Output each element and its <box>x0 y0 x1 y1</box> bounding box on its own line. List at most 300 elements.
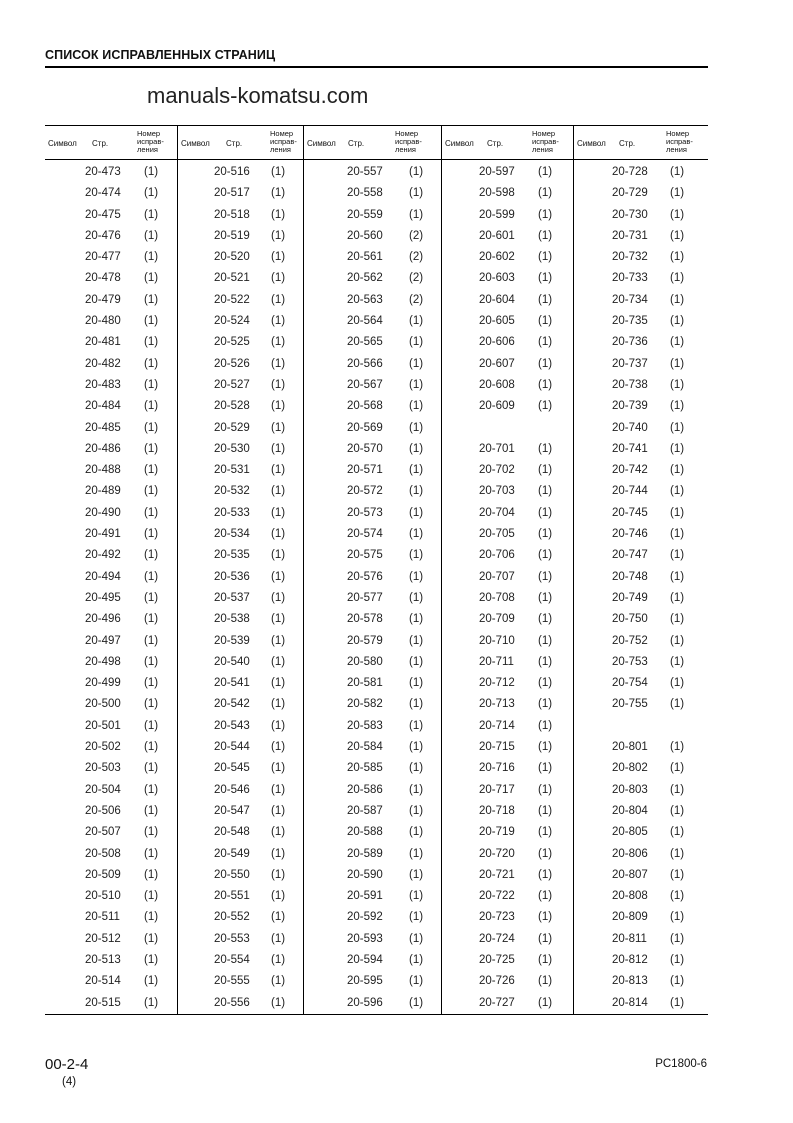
table-row <box>45 311 177 332</box>
table-row <box>574 844 708 865</box>
revision-number-cell: (1) <box>670 229 685 242</box>
table-row <box>442 801 573 822</box>
page-number-cell: 20-599 <box>479 208 515 221</box>
header-revision-line: исправ- <box>137 137 164 146</box>
page-number-cell: 20-540 <box>214 655 250 668</box>
page-number-cell: 20-586 <box>347 783 383 796</box>
table-row <box>304 545 441 566</box>
table-row <box>304 588 441 609</box>
page-number-cell: 20-809 <box>612 911 648 924</box>
revision-number-cell: (1) <box>409 378 424 391</box>
table-row <box>442 183 573 204</box>
page-number-cell: 20-551 <box>214 890 250 903</box>
page-number-cell: 20-473 <box>85 166 121 178</box>
revision-number-cell: (1) <box>538 378 553 391</box>
revision-number-cell: (1) <box>144 549 159 562</box>
revision-number-cell: (1) <box>670 826 685 839</box>
page-number-cell: 20-742 <box>612 464 648 477</box>
revision-number-cell: (1) <box>538 762 553 775</box>
table-row <box>574 886 708 907</box>
table-row <box>178 822 303 843</box>
page-number-cell: 20-741 <box>612 442 648 455</box>
revision-number-cell: (1) <box>144 528 159 541</box>
table-column-group <box>177 126 303 1014</box>
page-number-cell: 20-739 <box>612 400 648 413</box>
revision-number-cell: (1) <box>144 783 159 796</box>
revision-number-cell: (1) <box>538 868 553 881</box>
table-row <box>574 801 708 822</box>
page-number-cell: 20-513 <box>85 953 121 966</box>
table-row <box>304 822 441 843</box>
page-number-cell: 20-736 <box>612 336 648 349</box>
page-number-cell: 20-500 <box>85 698 121 711</box>
page-number-cell: 20-545 <box>214 762 250 775</box>
table-row <box>178 205 303 226</box>
revision-number-cell: (1) <box>271 868 286 881</box>
page-number-cell: 20-591 <box>347 890 383 903</box>
page-number-cell: 20-482 <box>85 357 121 370</box>
table-row <box>45 268 177 289</box>
revision-number-cell: (1) <box>144 804 159 817</box>
table-row <box>442 290 573 311</box>
page-number-cell: 20-595 <box>347 975 383 988</box>
page-number-cell: 20-494 <box>85 570 121 583</box>
revised-pages-table <box>45 125 708 1015</box>
page-number-cell: 20-727 <box>479 996 515 1009</box>
page-number-cell: 20-503 <box>85 762 121 775</box>
table-row <box>304 780 441 801</box>
revision-number-cell: (1) <box>409 847 424 860</box>
revision-number-cell: (1) <box>409 677 424 690</box>
page-number-cell: 20-583 <box>347 719 383 732</box>
revision-number-cell: (1) <box>271 187 286 200</box>
revision-number-cell: (1) <box>271 762 286 775</box>
header-revision-line: исправ- <box>270 137 297 146</box>
column-header <box>574 126 708 160</box>
revision-number-cell: (1) <box>144 911 159 924</box>
page-number-cell: 20-566 <box>347 357 383 370</box>
header-symbol: Символ <box>577 139 606 148</box>
footer-model: PC1800-6 <box>655 1058 707 1070</box>
table-row <box>442 396 573 417</box>
page-number-cell: 20-707 <box>479 570 515 583</box>
revision-number-cell: (1) <box>144 464 159 477</box>
page-number-cell: 20-715 <box>479 741 515 754</box>
page-number-cell: 20-568 <box>347 400 383 413</box>
page-number-cell: 20-754 <box>612 677 648 690</box>
table-row <box>178 183 303 204</box>
revision-number-cell: (1) <box>670 464 685 477</box>
page-number-cell: 20-557 <box>347 166 383 178</box>
revision-number-cell: (1) <box>144 293 159 306</box>
table-row <box>45 460 177 481</box>
table-row <box>178 865 303 886</box>
revision-number-cell: (1) <box>538 634 553 647</box>
table-row <box>45 205 177 226</box>
revision-number-cell: (1) <box>670 762 685 775</box>
page-number-cell: 20-575 <box>347 549 383 562</box>
revision-number-cell: (1) <box>538 655 553 668</box>
table-row <box>178 652 303 673</box>
header-revision-number <box>395 130 422 154</box>
revision-number-cell: (1) <box>670 315 685 328</box>
table-row <box>45 290 177 311</box>
revision-number-cell: (1) <box>144 996 159 1009</box>
table-row <box>442 716 573 737</box>
page-number-cell: 20-488 <box>85 464 121 477</box>
page-number-cell: 20-572 <box>347 485 383 498</box>
page-number-cell: 20-735 <box>612 315 648 328</box>
table-row <box>178 971 303 992</box>
table-row <box>45 758 177 779</box>
page-number-cell: 20-508 <box>85 847 121 860</box>
table-row <box>304 162 441 183</box>
page-number-cell: 20-706 <box>479 549 515 562</box>
page-number-cell: 20-717 <box>479 783 515 796</box>
table-row <box>45 780 177 801</box>
page-number-cell: 20-712 <box>479 677 515 690</box>
table-row <box>574 226 708 247</box>
page-number-cell: 20-548 <box>214 826 250 839</box>
revision-number-cell: (1) <box>538 932 553 945</box>
header-revision-line: Номер <box>666 129 690 138</box>
revision-number-cell: (1) <box>670 251 685 264</box>
table-row <box>574 652 708 673</box>
revision-number-cell: (1) <box>409 336 424 349</box>
revision-number-cell: (1) <box>144 847 159 860</box>
table-row <box>442 652 573 673</box>
revision-number-cell: (1) <box>271 421 286 434</box>
revision-number-cell: (1) <box>144 655 159 668</box>
table-row <box>442 545 573 566</box>
revision-number-cell: (1) <box>670 804 685 817</box>
page-number-cell: 20-805 <box>612 826 648 839</box>
page-number-cell: 20-552 <box>214 911 250 924</box>
table-row <box>574 865 708 886</box>
revision-number-cell: (1) <box>409 911 424 924</box>
revision-number-cell: (1) <box>271 528 286 541</box>
table-row <box>178 609 303 630</box>
page-number-cell: 20-804 <box>612 804 648 817</box>
revision-number-cell: (1) <box>409 400 424 413</box>
page-number-cell: 20-594 <box>347 953 383 966</box>
revision-number-cell: (1) <box>144 229 159 242</box>
header-revision-line: Номер <box>137 129 161 138</box>
table-row <box>304 737 441 758</box>
header-symbol: Символ <box>48 139 77 148</box>
table-row <box>45 822 177 843</box>
table-row <box>304 907 441 928</box>
table-row <box>304 247 441 268</box>
table-row <box>178 929 303 950</box>
revision-number-cell: (1) <box>538 166 553 178</box>
page-number-cell: 20-506 <box>85 804 121 817</box>
table-row <box>178 631 303 652</box>
table-row <box>304 716 441 737</box>
revision-number-cell: (1) <box>670 357 685 370</box>
page-number-cell: 20-608 <box>479 378 515 391</box>
page-number-cell: 20-521 <box>214 272 250 285</box>
page-number-cell: 20-601 <box>479 229 515 242</box>
page-number-cell: 20-571 <box>347 464 383 477</box>
revision-number-cell: (1) <box>538 677 553 690</box>
table-row <box>45 247 177 268</box>
table-row <box>442 524 573 545</box>
table-row <box>574 780 708 801</box>
table-row <box>45 545 177 566</box>
page-number-cell: 20-541 <box>214 677 250 690</box>
table-row <box>574 524 708 545</box>
header-revision-line: Номер <box>270 129 294 138</box>
table-row <box>442 439 573 460</box>
page-number-cell: 20-518 <box>214 208 250 221</box>
page-number-cell: 20-606 <box>479 336 515 349</box>
page-number-cell: 20-716 <box>479 762 515 775</box>
table-row <box>442 354 573 375</box>
page-number-cell: 20-519 <box>214 229 250 242</box>
page-number-cell: 20-490 <box>85 506 121 519</box>
table-row <box>304 865 441 886</box>
page-number-cell: 20-753 <box>612 655 648 668</box>
revision-number-cell: (1) <box>538 698 553 711</box>
column-header <box>178 126 303 160</box>
revision-number-cell: (2) <box>409 229 424 242</box>
table-row <box>304 418 441 439</box>
table-row <box>574 822 708 843</box>
revision-number-cell: (1) <box>538 847 553 860</box>
table-row <box>442 460 573 481</box>
page-number-cell: 20-596 <box>347 996 383 1009</box>
revision-number-cell: (1) <box>409 166 424 178</box>
revision-number-cell: (1) <box>271 166 286 178</box>
page-number-cell: 20-504 <box>85 783 121 796</box>
table-row <box>574 205 708 226</box>
table-row <box>45 929 177 950</box>
page-number-cell: 20-578 <box>347 613 383 626</box>
table-row <box>442 758 573 779</box>
revision-number-cell: (1) <box>538 528 553 541</box>
revision-number-cell: (1) <box>670 741 685 754</box>
page-number-cell: 20-527 <box>214 378 250 391</box>
page-header <box>45 46 708 68</box>
table-row <box>442 673 573 694</box>
revision-number-cell: (1) <box>538 826 553 839</box>
revision-number-cell: (1) <box>271 229 286 242</box>
revision-number-cell: (1) <box>409 442 424 455</box>
revision-number-cell: (1) <box>144 719 159 732</box>
page-number-cell: 20-806 <box>612 847 648 860</box>
revision-number-cell: (1) <box>538 485 553 498</box>
revision-number-cell: (1) <box>144 272 159 285</box>
table-row <box>442 205 573 226</box>
revision-number-cell: (1) <box>409 804 424 817</box>
page-number-cell: 20-590 <box>347 868 383 881</box>
table-row <box>178 801 303 822</box>
table-row <box>574 716 708 737</box>
table-row <box>574 460 708 481</box>
table-row <box>574 588 708 609</box>
header-revision-line: ления <box>270 145 291 154</box>
page-number-cell: 20-531 <box>214 464 250 477</box>
page-number-cell: 20-474 <box>85 187 121 200</box>
table-row <box>304 439 441 460</box>
table-row <box>442 503 573 524</box>
table-row <box>178 780 303 801</box>
page-number-cell: 20-603 <box>479 272 515 285</box>
page-number-cell: 20-720 <box>479 847 515 860</box>
page-number-cell: 20-719 <box>479 826 515 839</box>
revision-number-cell: (1) <box>144 570 159 583</box>
table-row <box>178 907 303 928</box>
table-row <box>574 907 708 928</box>
table-row <box>178 886 303 907</box>
revision-number-cell: (1) <box>144 421 159 434</box>
table-row <box>574 247 708 268</box>
table-row <box>45 907 177 928</box>
revision-number-cell: (1) <box>409 421 424 434</box>
page-number-cell: 20-593 <box>347 932 383 945</box>
revision-number-cell: (1) <box>538 315 553 328</box>
table-row <box>178 694 303 715</box>
revision-number-cell: (1) <box>538 208 553 221</box>
revision-number-cell: (1) <box>271 911 286 924</box>
table-row <box>304 652 441 673</box>
page-number-cell: 20-569 <box>347 421 383 434</box>
table-row <box>304 226 441 247</box>
revision-number-cell: (1) <box>144 826 159 839</box>
page-number-cell: 20-560 <box>347 229 383 242</box>
page-number-cell: 20-532 <box>214 485 250 498</box>
page-number-cell: 20-511 <box>85 911 120 924</box>
table-row <box>574 396 708 417</box>
page-number-cell: 20-724 <box>479 932 515 945</box>
revision-number-cell: (1) <box>144 932 159 945</box>
table-row <box>574 503 708 524</box>
table-row <box>178 503 303 524</box>
revision-number-cell: (1) <box>409 868 424 881</box>
page-number-cell: 20-752 <box>612 634 648 647</box>
page-number-cell: 20-533 <box>214 506 250 519</box>
table-row <box>574 567 708 588</box>
page-number-cell: 20-530 <box>214 442 250 455</box>
page-number-cell: 20-746 <box>612 528 648 541</box>
table-row <box>304 993 441 1014</box>
page-number-cell: 20-477 <box>85 251 121 264</box>
revision-number-cell: (1) <box>271 400 286 413</box>
revision-number-cell: (1) <box>144 698 159 711</box>
page-number-cell: 20-598 <box>479 187 515 200</box>
revision-number-cell: (1) <box>144 485 159 498</box>
page-title: СПИСОК ИСПРАВЛЕННЫХ СТРАНИЦ <box>45 48 276 62</box>
revision-number-cell: (1) <box>538 804 553 817</box>
page-number-cell: 20-701 <box>479 442 515 455</box>
revision-number-cell: (1) <box>409 464 424 477</box>
footer-revision: (4) <box>62 1076 77 1088</box>
table-row <box>574 993 708 1014</box>
revision-number-cell: (1) <box>271 953 286 966</box>
table-row <box>304 503 441 524</box>
page-number-cell: 20-507 <box>85 826 121 839</box>
revision-number-cell: (1) <box>271 251 286 264</box>
table-row <box>178 460 303 481</box>
page-number-cell: 20-479 <box>85 293 121 306</box>
revision-number-cell: (1) <box>144 762 159 775</box>
table-row <box>178 418 303 439</box>
table-row <box>574 929 708 950</box>
table-row <box>45 609 177 630</box>
revision-number-cell: (1) <box>409 570 424 583</box>
table-row <box>45 354 177 375</box>
page-number-cell: 20-732 <box>612 251 648 264</box>
header-revision-line: исправ- <box>532 137 559 146</box>
page-number-cell: 20-604 <box>479 293 515 306</box>
footer-page-number-block <box>45 1056 89 1088</box>
revision-number-cell: (1) <box>670 166 685 178</box>
table-row <box>442 780 573 801</box>
page-number-cell: 20-558 <box>347 187 383 200</box>
revision-number-cell: (1) <box>271 975 286 988</box>
table-row <box>442 844 573 865</box>
page-number-cell: 20-725 <box>479 953 515 966</box>
table-row <box>442 162 573 183</box>
table-row <box>304 332 441 353</box>
table-row <box>442 993 573 1014</box>
page-number-cell: 20-588 <box>347 826 383 839</box>
table-row <box>304 311 441 332</box>
revision-number-cell: (1) <box>144 634 159 647</box>
revision-number-cell: (1) <box>271 932 286 945</box>
revision-number-cell: (1) <box>144 400 159 413</box>
table-row <box>304 375 441 396</box>
table-row <box>304 801 441 822</box>
page-number-cell: 20-803 <box>612 783 648 796</box>
revision-number-cell: (1) <box>538 549 553 562</box>
table-row <box>574 737 708 758</box>
revision-number-cell: (1) <box>670 932 685 945</box>
page-number-cell: 20-543 <box>214 719 250 732</box>
page-number-cell: 20-748 <box>612 570 648 583</box>
page-number-cell: 20-607 <box>479 357 515 370</box>
page-number-cell: 20-537 <box>214 591 250 604</box>
revision-number-cell: (1) <box>538 719 553 732</box>
revision-number-cell: (1) <box>271 996 286 1009</box>
table-row <box>45 865 177 886</box>
table-row <box>178 737 303 758</box>
revision-number-cell: (1) <box>670 698 685 711</box>
table-row <box>304 609 441 630</box>
table-row <box>304 396 441 417</box>
table-row <box>45 567 177 588</box>
page-number-cell: 20-597 <box>479 166 515 178</box>
page-number-cell: 20-710 <box>479 634 515 647</box>
revision-number-cell: (1) <box>271 847 286 860</box>
page-number-cell: 20-744 <box>612 485 648 498</box>
table-row <box>45 652 177 673</box>
page-number-cell: 20-589 <box>347 847 383 860</box>
page-number-cell: 20-525 <box>214 336 250 349</box>
table-column-group <box>441 126 573 1014</box>
table-row <box>574 694 708 715</box>
table-row <box>574 268 708 289</box>
revision-number-cell: (1) <box>670 613 685 626</box>
page-number-cell: 20-730 <box>612 208 648 221</box>
page-number-cell: 20-554 <box>214 953 250 966</box>
page-number-cell: 20-561 <box>347 251 383 264</box>
revision-number-cell: (1) <box>271 698 286 711</box>
table-row <box>442 567 573 588</box>
table-row <box>178 268 303 289</box>
table-row <box>442 609 573 630</box>
